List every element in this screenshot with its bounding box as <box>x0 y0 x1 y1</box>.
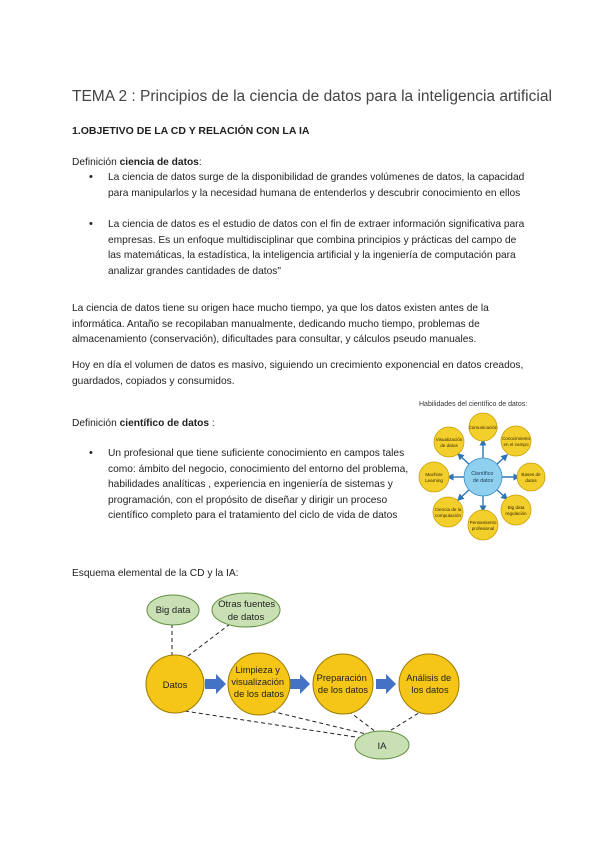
analisis-node <box>399 654 459 714</box>
bullet-list-cd <box>72 170 528 280</box>
limpieza-label: de los datos <box>233 689 285 699</box>
svg-text:Pensamientoprofesional <box>470 520 497 531</box>
bullet-item: • La ciencia de datos surge de la disponibilidad de grandes volúmenes de datos, la capacidad para manipularlos y la necesidad humana de entenderlos y descubrir conocimiento en ellos <box>72 170 528 201</box>
definition-prefix: Definición <box>72 418 120 429</box>
preparacion-label: de los datos <box>317 685 369 695</box>
skill-arrow <box>496 489 507 499</box>
skill-label: Ciencia de la <box>434 507 462 512</box>
skills-diagram-caption: Habilidades del científico de datos: <box>419 401 528 408</box>
skill-label: Pensamiento <box>469 520 497 525</box>
skill-label: Learning <box>425 478 443 483</box>
skill-node <box>517 463 545 491</box>
svg-text:Conocimientoen el campo <box>502 436 531 447</box>
svg-text:Limpieza y visualización <box>231 665 286 699</box>
skill-label: computación <box>434 513 462 518</box>
skill-node <box>468 510 498 540</box>
ia-label: IA <box>377 741 387 752</box>
analisis-label: los datos <box>411 685 449 695</box>
otras-fuentes-label: Otras fuentes <box>218 599 276 610</box>
definition-term: ciencia de datos <box>119 157 199 168</box>
skill-node <box>433 497 463 527</box>
schema-flow-arrow <box>376 674 396 694</box>
preparacion-node <box>313 654 373 714</box>
skill-center-label: de datos <box>472 478 494 484</box>
paragraph-origin: La ciencia de datos tiene su origen hace mucho tiempo, ya que los datos existen antes de la informática. Antaño se recopilaban manualmente, dedicando mucho tiempo, problemas de almacenamiento (conservación), dificultades para consultar, y cálculos pseudo manuales. <box>72 303 489 346</box>
cd-ia-schema-diagram <box>0 580 600 770</box>
schema-label: Esquema elemental de la CD y la IA: <box>72 568 239 579</box>
skill-arrow <box>458 489 470 500</box>
definition-prefix: Definición <box>72 157 120 168</box>
skill-label: de datos <box>440 443 458 448</box>
analisis-label: Análisis de <box>406 673 452 683</box>
skill-arrow <box>496 455 507 465</box>
skill-label: Big data <box>507 505 525 510</box>
skill-center-node <box>464 458 502 496</box>
svg-text:Comunicación <box>468 425 498 430</box>
skill-label: en el campo <box>503 442 529 447</box>
svg-text:Ciencia de lacomputación <box>435 507 462 518</box>
skill-node <box>434 427 464 457</box>
datos-label: Datos <box>162 680 188 691</box>
definition-term: científico de datos <box>119 418 210 429</box>
schema-dashed-connector <box>184 624 230 659</box>
schema-flow-arrow <box>205 674 226 694</box>
section-heading: 1.OBJETIVO DE LA CD Y RELACIÓN CON LA IA <box>72 125 310 137</box>
skill-label: regulación <box>505 511 527 516</box>
schema-dashed-connector <box>178 710 362 738</box>
limpieza-label: Limpieza y <box>235 665 280 675</box>
skill-label: Machine <box>425 472 443 477</box>
svg-text:Científico de datos <box>471 471 495 484</box>
big-data-label: Big data <box>155 605 191 616</box>
skill-arrow <box>458 454 470 465</box>
skill-center-label: Científico <box>471 471 494 477</box>
definition-label-cd <box>72 155 532 171</box>
skill-node <box>501 426 531 456</box>
bullet-item: • Un profesional que tiene suficiente conocimiento en campos tales como: ámbito del negocio, conocimiento del entorno del problema, habilidades analíticas , experiencia en ingeniería de sistemas y programación, con el propósito de diseñar y dirigir un proceso científico completo para el tratamiento del ciclo de vida de datos <box>72 446 410 524</box>
bullet-item: • La ciencia de datos es el estudio de datos con el fin de extraer información significativa para empresas. Es un enfoque multidisciplinar que combina principios y prácticas del campo de las matemáticas, la estadística, la inteligencia artificial y la ingeniería de computación para analizar grandes cantidades de datos" <box>72 217 528 279</box>
limpieza-label: visualización <box>231 677 285 687</box>
skill-label: profesional <box>471 526 495 531</box>
skill-label: Conocimiento <box>501 436 531 441</box>
page-title: TEMA 2 : Principios de la ciencia de datos para la inteligencia artificial <box>72 88 552 105</box>
skill-label: datos <box>525 478 537 483</box>
skill-node <box>501 495 531 525</box>
definition-suffix: : <box>198 157 202 168</box>
svg-text:MachineLearning <box>425 472 443 483</box>
definition-suffix: : <box>209 418 215 429</box>
skills-diagram <box>418 412 548 548</box>
preparacion-label: Preparación <box>316 673 367 683</box>
skill-label: Comunicación <box>468 425 498 430</box>
schema-flow-arrow <box>290 674 310 694</box>
otras-fuentes-label: de datos <box>227 612 265 623</box>
svg-text:Big dataregulación <box>505 505 527 516</box>
paragraph-volume: Hoy en día el volumen de datos es masivo, siguiendo un crecimiento exponencial en datos creados, guardados, copiados y consumidos. <box>72 360 524 387</box>
skill-node <box>419 462 449 492</box>
skill-label: Visualización <box>435 437 463 442</box>
skill-label: Bases de <box>521 472 541 477</box>
bullet-list-scientist <box>72 446 410 524</box>
